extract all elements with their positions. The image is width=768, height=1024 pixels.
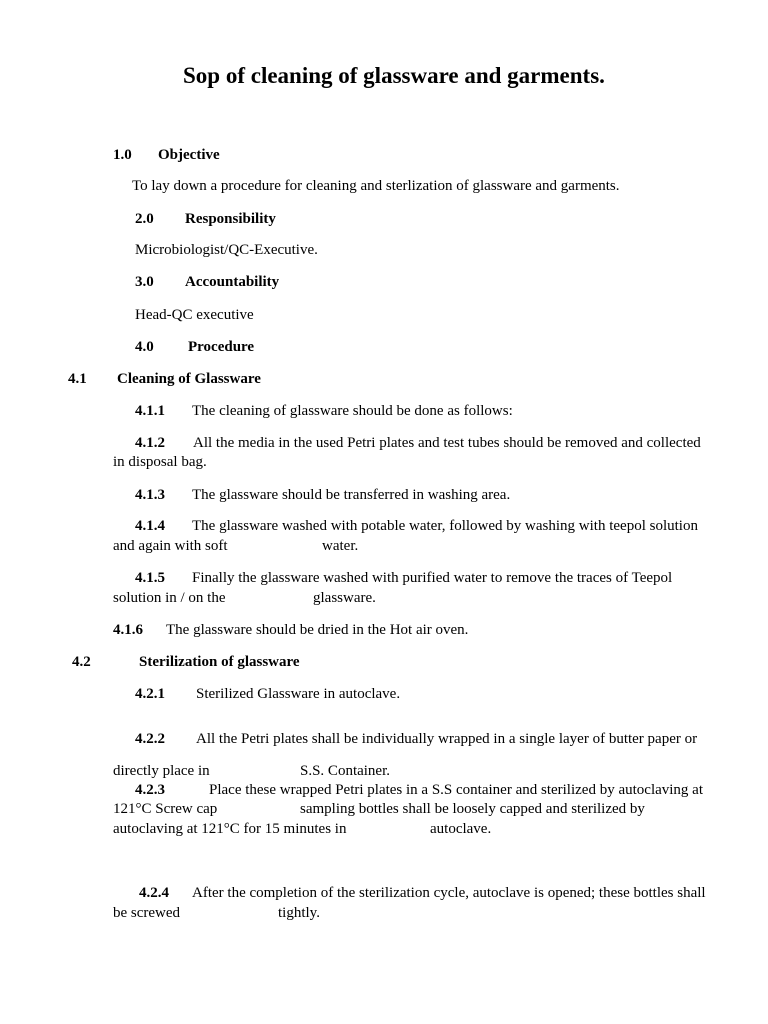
section-3-text: Head-QC executive <box>135 307 254 323</box>
item-4-1-4-line2b: water. <box>322 538 359 554</box>
item-4-2-2-line2a: directly place in <box>113 763 210 779</box>
item-4-2-4-line1: After the completion of the sterilization cycle, autoclave is opened; these bottles shall <box>192 885 706 901</box>
item-4-1-3-text: The glassware should be transferred in washing area. <box>192 487 511 503</box>
item-4-1-4-line2a: and again with soft <box>113 538 228 554</box>
section-1-heading: Objective <box>158 147 220 163</box>
item-4-1-1-text: The cleaning of glassware should be done as follows: <box>192 403 513 419</box>
item-4-2-3-number: 4.2.3 <box>135 782 165 798</box>
item-4-1-5-line2a: solution in / on the <box>113 590 226 606</box>
section-2-heading: Responsibility <box>185 211 276 227</box>
section-2-text: Microbiologist/QC-Executive. <box>135 242 318 258</box>
section-1-text: To lay down a procedure for cleaning and sterlization of glassware and garments. <box>132 178 620 194</box>
item-4-2-3-line3a: autoclaving at 121°C for 15 minutes in <box>113 821 347 837</box>
item-4-1-5-line2b: glassware. <box>313 590 376 606</box>
item-4-2-3-line2b: sampling bottles shall be loosely capped and sterilized by <box>300 801 645 817</box>
item-4-1-4-number: 4.1.4 <box>135 518 165 534</box>
item-4-1-6-text: The glassware should be dried in the Hot air oven. <box>166 622 469 638</box>
item-4-2-3-line3b: autoclave. <box>430 821 492 837</box>
item-4-2-4-line2b: tightly. <box>278 905 320 921</box>
item-4-2-2-line2b: S.S. Container. <box>300 763 391 779</box>
section-2-number: 2.0 <box>135 211 154 227</box>
item-4-1-3-number: 4.1.3 <box>135 487 165 503</box>
section-3-number: 3.0 <box>135 274 154 290</box>
section-3-heading: Accountability <box>185 274 280 290</box>
section-4-2-heading: Sterilization of glassware <box>139 654 300 670</box>
item-4-2-1-number: 4.2.1 <box>135 686 165 702</box>
section-4-number: 4.0 <box>135 339 154 355</box>
item-4-1-5-number: 4.1.5 <box>135 570 165 586</box>
item-4-1-6-number: 4.1.6 <box>113 622 143 638</box>
item-4-2-2-number: 4.2.2 <box>135 731 165 747</box>
item-4-1-4-line1: The glassware washed with potable water, followed by washing with teepol solution <box>192 518 698 534</box>
item-4-2-4-line2a: be screwed <box>113 905 181 921</box>
item-4-1-2-line2: in disposal bag. <box>113 454 207 470</box>
item-4-1-2-line1: All the media in the used Petri plates and test tubes should be removed and collected <box>193 435 701 451</box>
item-4-2-1-text: Sterilized Glassware in autoclave. <box>196 686 401 702</box>
section-4-2-number: 4.2 <box>72 654 91 670</box>
section-4-1-heading: Cleaning of Glassware <box>117 371 261 387</box>
item-4-1-1-number: 4.1.1 <box>135 403 165 419</box>
document-title: Sop of cleaning of glassware and garments. <box>183 63 605 88</box>
item-4-1-5-line1: Finally the glassware washed with purified water to remove the traces of Teepol <box>192 570 673 586</box>
item-4-1-2-number: 4.1.2 <box>135 435 165 451</box>
item-4-2-2-line1: All the Petri plates shall be individually wrapped in a single layer of butter paper or <box>196 731 698 747</box>
item-4-2-3-line2a: 121°C Screw cap <box>113 801 218 817</box>
item-4-2-4-number: 4.2.4 <box>139 885 169 901</box>
section-4-1-number: 4.1 <box>68 371 87 387</box>
section-4-heading: Procedure <box>188 339 255 355</box>
section-1-number: 1.0 <box>113 147 132 163</box>
item-4-2-3-line1: Place these wrapped Petri plates in a S.S container and sterilized by autoclaving at <box>209 782 704 798</box>
